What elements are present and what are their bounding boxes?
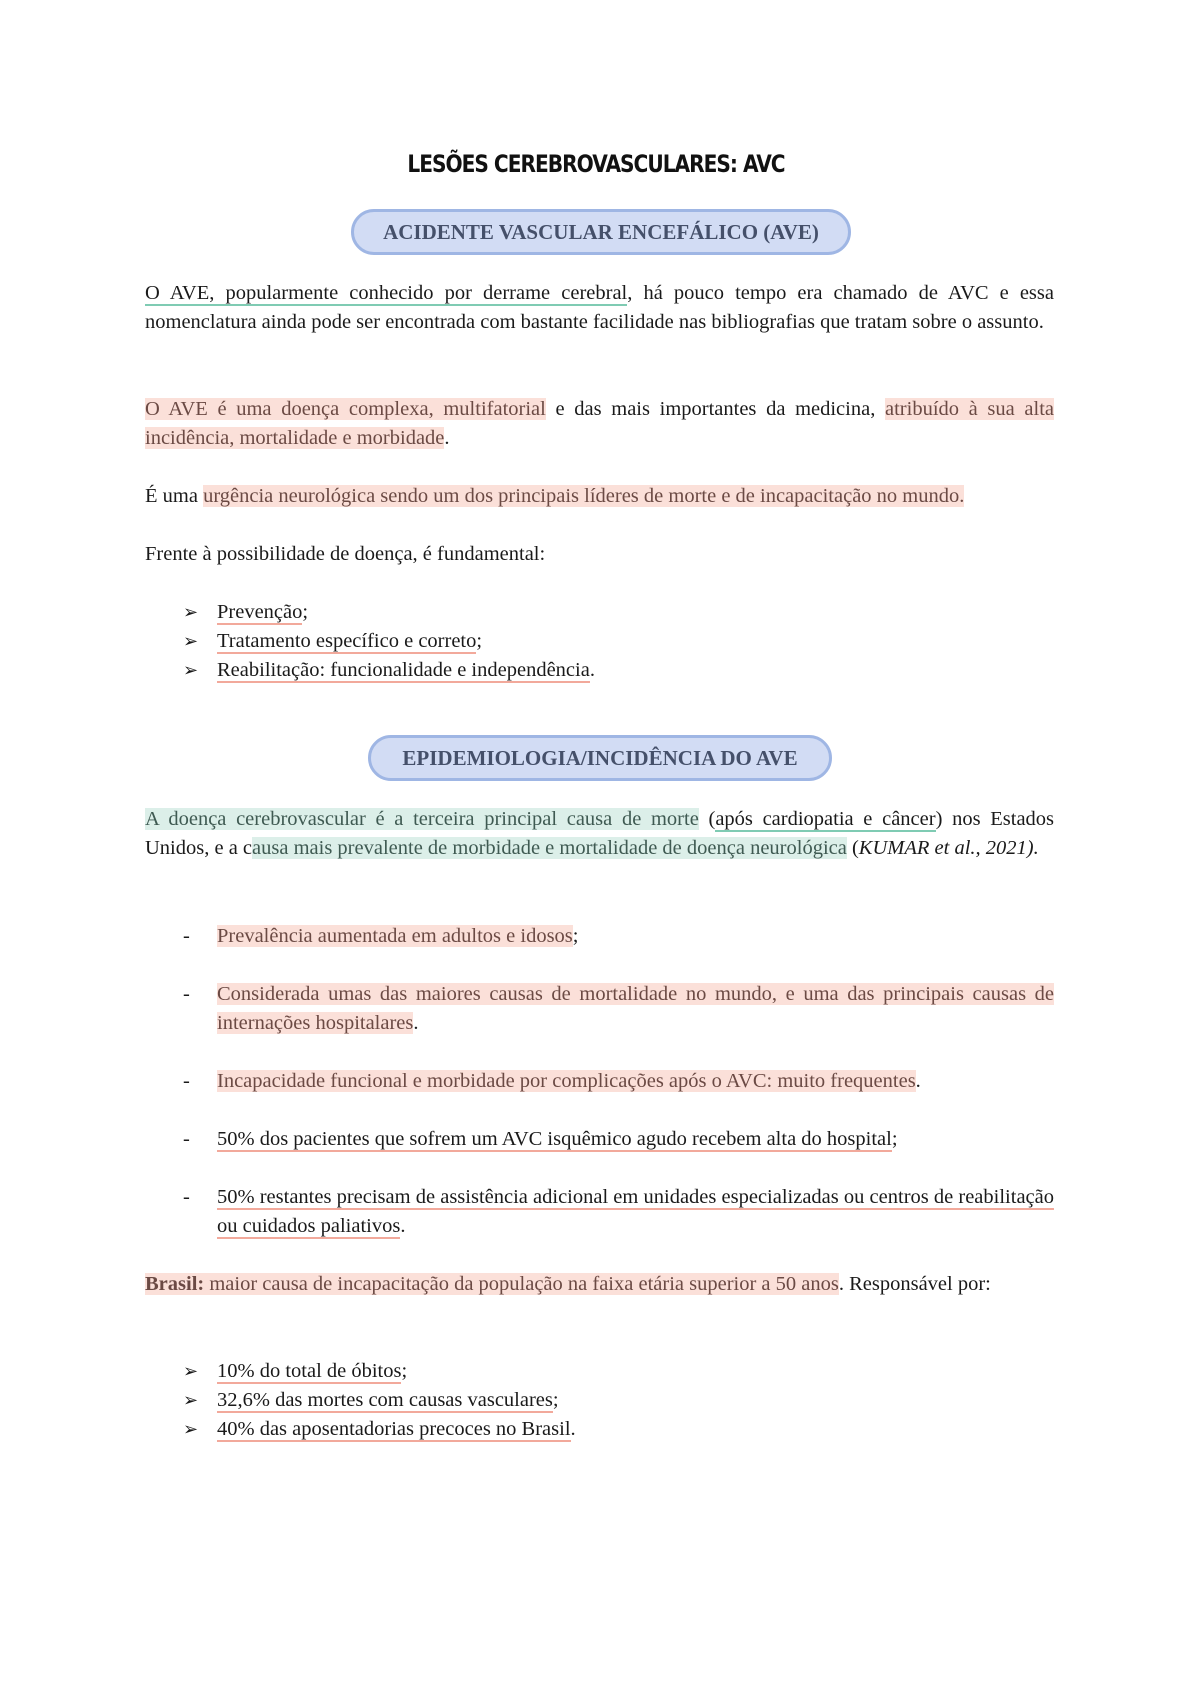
highlight-text: O AVE é uma doença complexa, multifatorial	[145, 398, 546, 420]
highlight-text: maior causa de incapacitação da população na faixa etária superior a 50 anos	[204, 1273, 839, 1295]
arrow-bullet-icon: ➢	[183, 1361, 199, 1382]
section-heading-ave: ACIDENTE VASCULAR ENCEFÁLICO (AVE)	[351, 209, 851, 255]
list-item	[183, 656, 1054, 685]
list-item-text: 50% restantes precisam de assistência adicional em unidades especializadas ou centros de reabilitação ou cuidados paliativos	[217, 1186, 1054, 1237]
punctuation: .	[570, 1418, 576, 1440]
plain-text: , há pouco tempo era chamado de AVC e essa nomenclatura ainda pode ser encontrada com bastante facilidade nas bibliografias que tratam sobre o assunto.	[145, 282, 1054, 333]
list-item	[183, 1386, 1054, 1415]
paragraph-epidemiology	[145, 805, 1054, 863]
plain-text: . Responsável por:	[838, 1273, 991, 1295]
list-item-text: 50% dos pacientes que sofrem um AVC isquêmico agudo recebem alta do hospital	[217, 1128, 892, 1150]
plain-text: (	[846, 837, 859, 859]
list-item-text: 40% das aposentadorias precoces no Brasil	[217, 1418, 571, 1440]
list-item-text: Reabilitação: funcionalidade e independência	[217, 659, 590, 681]
dash-bullet: -	[183, 1128, 190, 1150]
dash-list-item	[183, 1125, 1054, 1154]
plain-text: ) nos Estados Unidos, e a c	[145, 808, 1055, 859]
plain-text: .	[444, 427, 450, 449]
underlined-text: O AVE, popularmente conhecido por derrame cerebral	[145, 282, 628, 304]
punctuation: .	[400, 1215, 406, 1237]
punctuation: .	[915, 1070, 921, 1092]
punctuation: .	[589, 659, 595, 681]
punctuation: ;	[302, 601, 309, 623]
arrow-bullet-icon: ➢	[183, 1419, 199, 1440]
plain-text: É uma	[145, 485, 204, 507]
plain-text: e das mais importantes da medicina,	[545, 398, 885, 420]
list-item-text: 32,6% das mortes com causas vasculares	[217, 1389, 553, 1411]
brasil-label: Brasil:	[145, 1273, 205, 1295]
dash-list-item	[183, 980, 1054, 1038]
underlined-text: após cardiopatia e câncer	[715, 808, 936, 830]
paragraph-ave-definition	[145, 279, 1054, 337]
punctuation: ;	[476, 630, 483, 652]
punctuation: ;	[891, 1128, 898, 1150]
paragraph-ave-complexity	[145, 395, 1054, 453]
arrow-bullet-icon: ➢	[183, 1390, 199, 1411]
dash-list-item	[183, 1067, 1054, 1096]
brasil-list	[183, 1357, 1054, 1444]
paragraph-ave-urgency	[145, 482, 1054, 511]
arrow-bullet-icon: ➢	[183, 631, 199, 652]
list-item-text: Prevalência aumentada em adultos e idosos	[217, 925, 573, 947]
highlight-text: A doença cerebrovascular é a terceira principal causa de morte	[145, 808, 699, 830]
arrow-bullet-icon: ➢	[183, 660, 199, 681]
list-item-text: Prevenção	[217, 601, 303, 623]
highlight-text: urgência neurológica sendo um dos principais líderes de morte e de incapacitação no mundo.	[203, 485, 965, 507]
dash-bullet: -	[183, 1070, 190, 1092]
paragraph-fundamental: Frente à possibilidade de doença, é fundamental:	[145, 543, 546, 565]
list-item	[183, 598, 1054, 627]
page-title: LESÕES CEREBROVASCULARES: AVC	[407, 150, 785, 178]
list-item	[183, 1415, 1054, 1444]
punctuation: ;	[572, 925, 579, 947]
fundamental-list	[183, 598, 1054, 685]
list-item-text: Tratamento específico e correto	[217, 630, 477, 652]
dash-bullet: -	[183, 983, 190, 1005]
paragraph-brasil	[145, 1270, 1054, 1299]
citation: KUMAR et al., 2021).	[858, 837, 1039, 859]
plain-text: (	[698, 808, 716, 830]
section-heading-epidemiology: EPIDEMIOLOGIA/INCIDÊNCIA DO AVE	[368, 735, 832, 781]
dash-bullet: -	[183, 925, 190, 947]
list-item-text: Considerada umas das maiores causas de mortalidade no mundo, e uma das principais causas de internações hospitalares	[217, 983, 1054, 1034]
highlight-text: atribuído à sua alta incidência, mortalidade e morbidade	[145, 398, 1055, 449]
punctuation: ;	[552, 1389, 559, 1411]
highlight-text: ausa mais prevalente de morbidade e mortalidade de doença neurológica	[252, 837, 847, 859]
list-item	[183, 627, 1054, 656]
arrow-bullet-icon: ➢	[183, 602, 199, 623]
punctuation: ;	[401, 1360, 408, 1382]
dash-list-item	[183, 1183, 1054, 1241]
dash-list-item	[183, 922, 1054, 951]
dash-bullet: -	[183, 1186, 190, 1208]
list-item-text: 10% do total de óbitos	[217, 1360, 402, 1382]
list-item	[183, 1357, 1054, 1386]
list-item-text: Incapacidade funcional e morbidade por complicações após o AVC: muito frequentes	[217, 1070, 916, 1092]
punctuation: .	[413, 1012, 419, 1034]
